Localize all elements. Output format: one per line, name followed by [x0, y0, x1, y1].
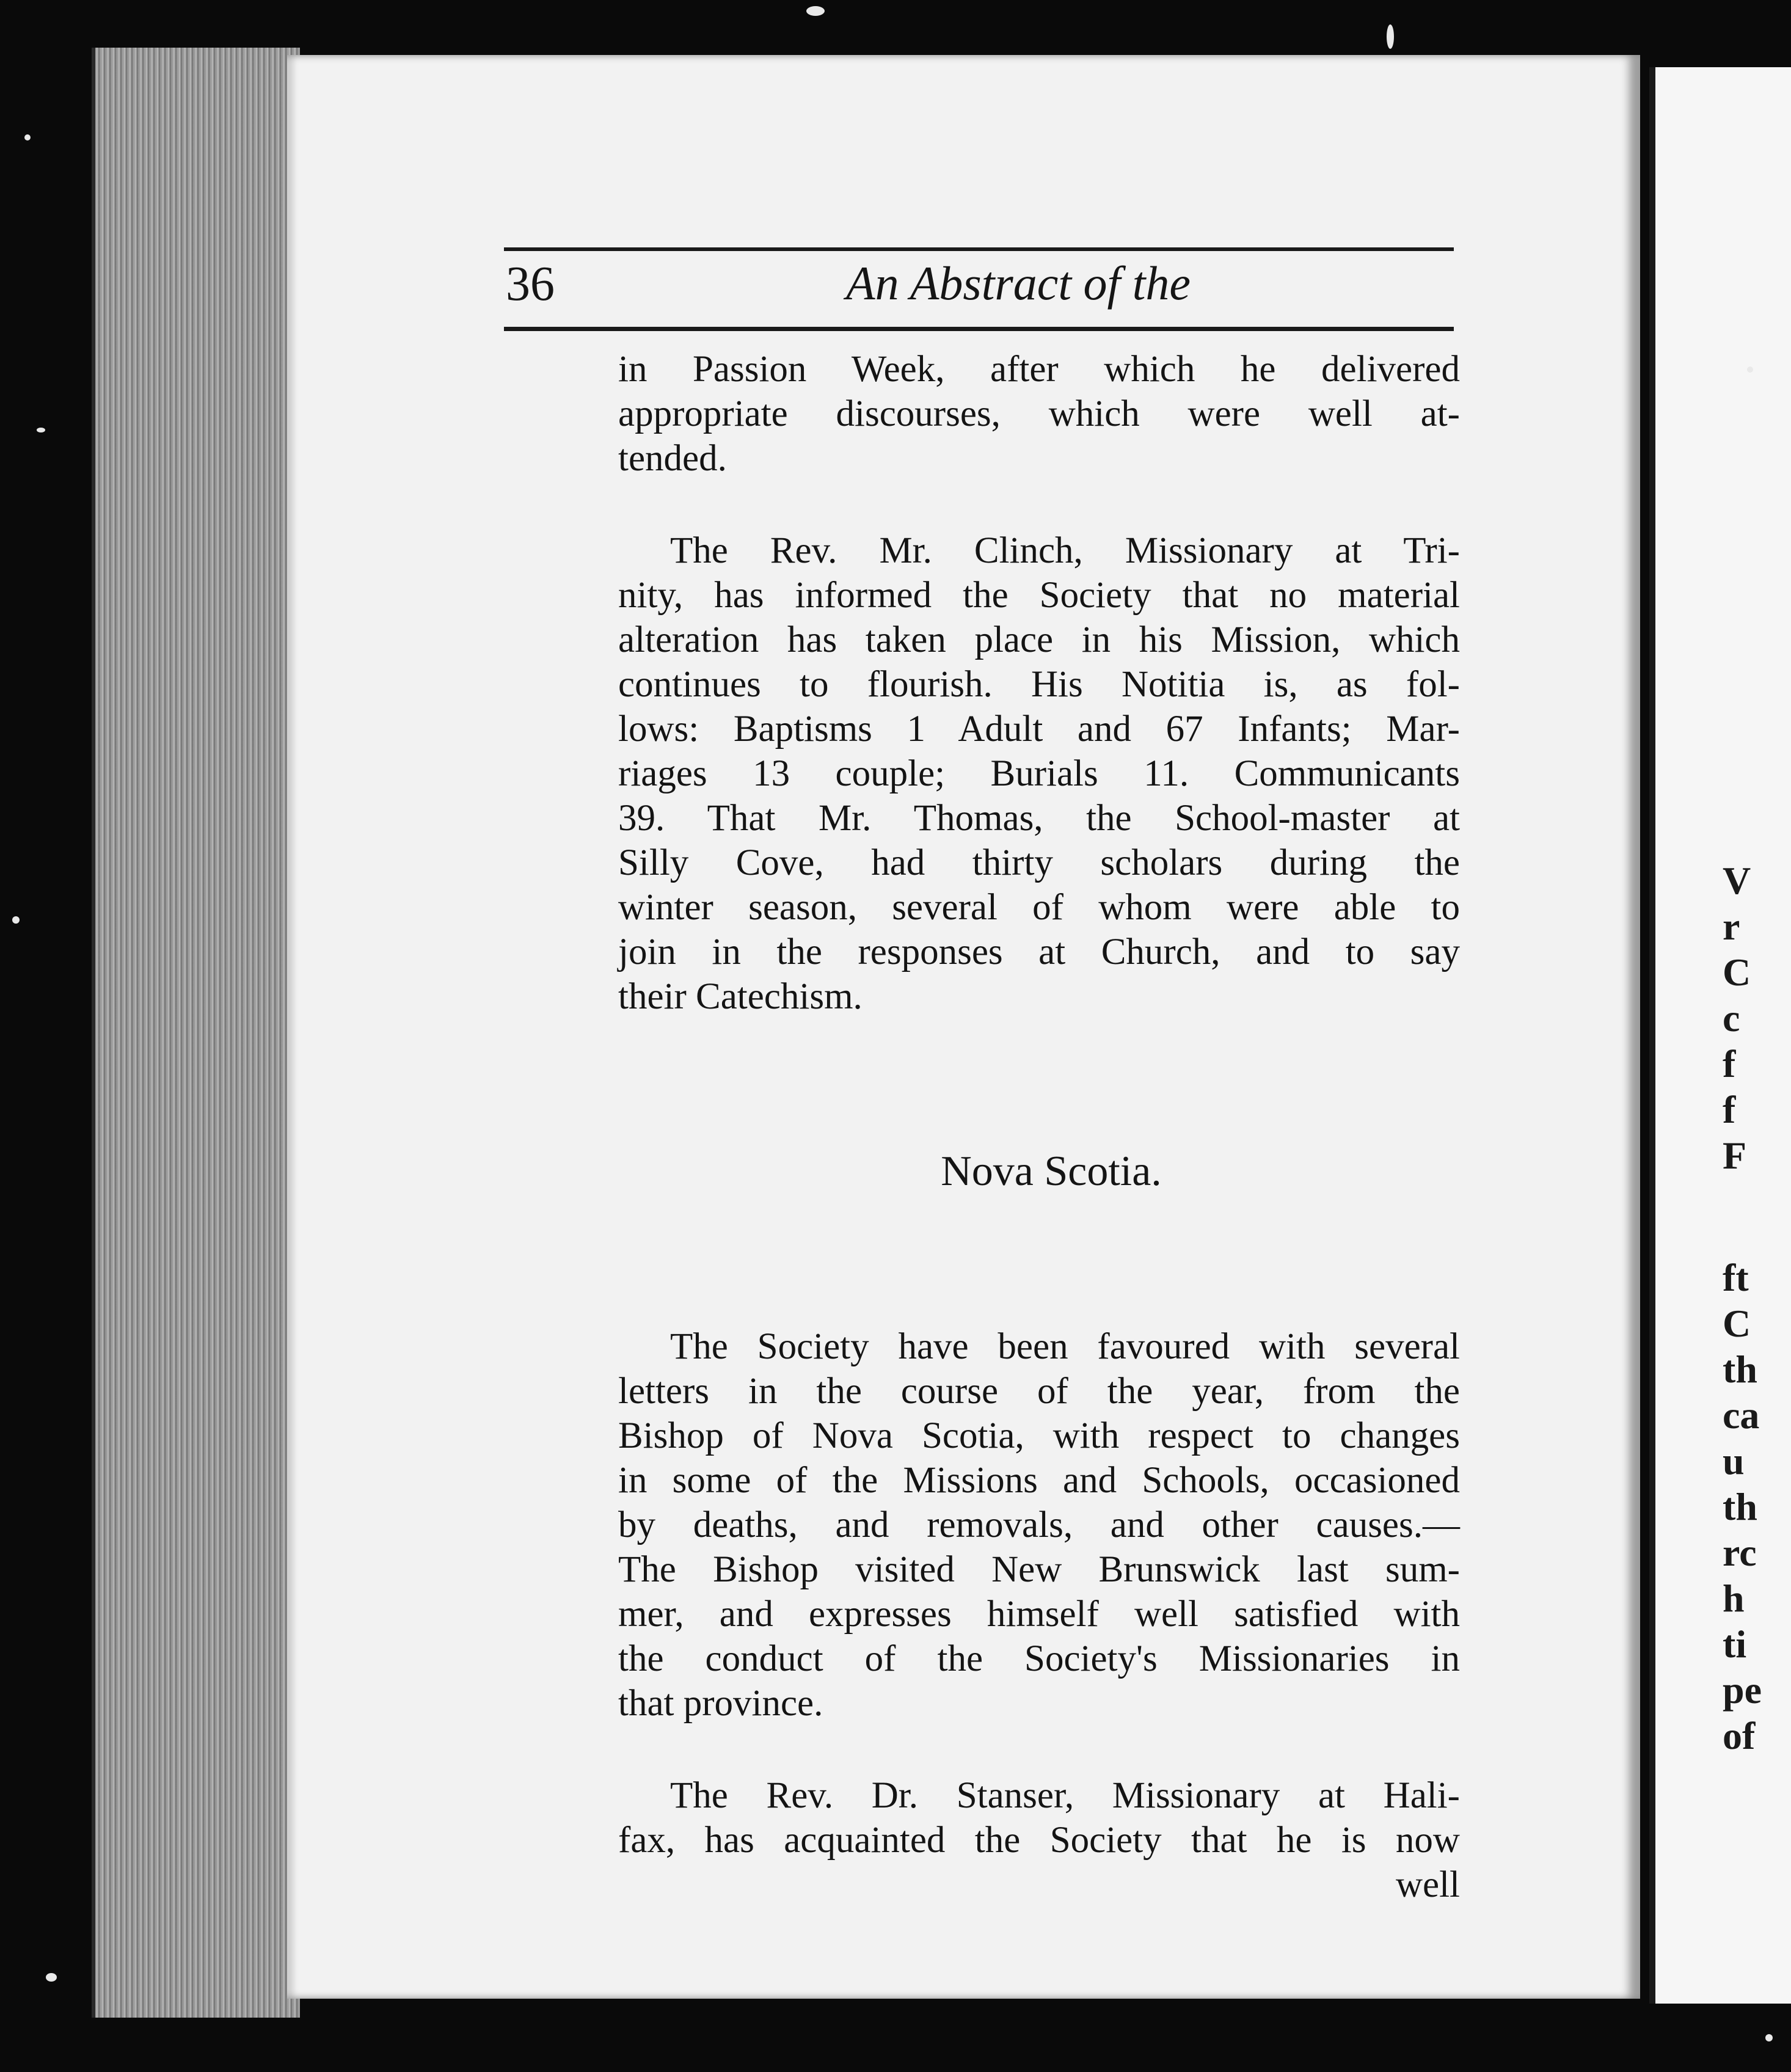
text-line: mer, and expresses himself well satisfied with — [618, 1594, 1460, 1635]
text-line: lows: Baptisms 1 Adult and 67 Infants; Mar- — [618, 709, 1460, 750]
facing-page-fragment: ft — [1723, 1256, 1749, 1299]
facing-page-fragment: of — [1723, 1714, 1756, 1757]
text-line: in some of the Missions and Schools, occasioned — [618, 1460, 1460, 1501]
facing-page-fragment: th — [1723, 1485, 1757, 1528]
scan-speck — [37, 428, 45, 432]
facing-page-fragment: rc — [1723, 1531, 1757, 1574]
text-line: that province. — [618, 1683, 823, 1724]
facing-page-fragment: C — [1723, 950, 1751, 994]
header-rule-bottom — [504, 327, 1454, 331]
text-line: appropriate discourses, which were well at- — [618, 393, 1460, 434]
facing-page-fragment: V — [1723, 859, 1751, 902]
scan-speck — [1387, 24, 1394, 49]
paragraph — [618, 1324, 1460, 1726]
facing-page-fragment: r — [1723, 905, 1740, 948]
facing-page-fragment: c — [1723, 996, 1740, 1040]
text-line: continues to flourish. His Notitia is, as fol- — [618, 664, 1460, 705]
facing-page-fragment: ca — [1723, 1393, 1760, 1437]
text-line: letters in the course of the year, from the — [618, 1371, 1460, 1412]
running-head: An Abstract of the — [846, 257, 1191, 310]
text-line: by deaths, and removals, and other causes.— — [618, 1505, 1460, 1545]
facing-page-fragment: ti — [1723, 1622, 1747, 1666]
facing-page-fragment: f — [1723, 1088, 1736, 1131]
facing-page-fragment: u — [1723, 1439, 1745, 1483]
text-line: fax, has acquainted the Society that he is now — [618, 1820, 1460, 1861]
page-block-edge — [92, 48, 300, 2018]
text-line: in Passion Week, after which he delivered — [618, 349, 1460, 390]
text-line: 39. That Mr. Thomas, the School-master at — [618, 798, 1460, 839]
page-body-text — [618, 347, 1460, 1907]
facing-page-fragment: th — [1723, 1348, 1757, 1391]
text-line: Bishop of Nova Scotia, with respect to changes — [618, 1415, 1460, 1456]
facing-page-fragment: F — [1723, 1134, 1747, 1177]
text-line: their Catechism. — [618, 976, 863, 1017]
paragraph — [618, 528, 1460, 1019]
text-line: The Bishop visited New Brunswick last sum- — [618, 1549, 1460, 1590]
text-line: Silly Cove, had thirty scholars during the — [618, 842, 1460, 883]
page-number: 36 — [506, 257, 555, 311]
scan-speck — [1765, 2034, 1773, 2041]
scan-speck — [24, 134, 31, 140]
text-line: the conduct of the Society's Missionaries in — [618, 1638, 1460, 1679]
text-line: winter season, several of whom were able to — [618, 887, 1460, 928]
scan-speck — [1747, 367, 1753, 373]
text-line: riages 13 couple; Burials 11. Communicants — [618, 753, 1460, 794]
facing-page-fragment: C — [1723, 1302, 1751, 1345]
scan-speck — [12, 916, 20, 924]
section-heading: Nova Scotia. — [941, 1148, 1162, 1195]
text-line: The Rev. Dr. Stanser, Missionary at Hali- — [670, 1775, 1460, 1816]
book-page-right-partial — [1649, 67, 1791, 2004]
text-line: nity, has informed the Society that no material — [618, 575, 1460, 616]
paragraph — [618, 1773, 1460, 1862]
text-line: alteration has taken place in his Mission, which — [618, 619, 1460, 660]
facing-page-fragment: pe — [1723, 1668, 1762, 1712]
scan-speck — [806, 6, 825, 16]
paragraph — [618, 347, 1460, 481]
facing-page-fragment: f — [1723, 1042, 1736, 1085]
text-line: join in the responses at Church, and to say — [618, 932, 1460, 972]
facing-page-fragment: h — [1723, 1577, 1745, 1620]
text-line: tended. — [618, 438, 727, 479]
text-line: The Rev. Mr. Clinch, Missionary at Tri- — [670, 530, 1460, 571]
header-rule-top — [504, 247, 1454, 251]
text-line: The Society have been favoured with several — [670, 1326, 1460, 1367]
catchword: well — [1395, 1864, 1460, 1905]
scan-speck — [46, 1973, 57, 1982]
